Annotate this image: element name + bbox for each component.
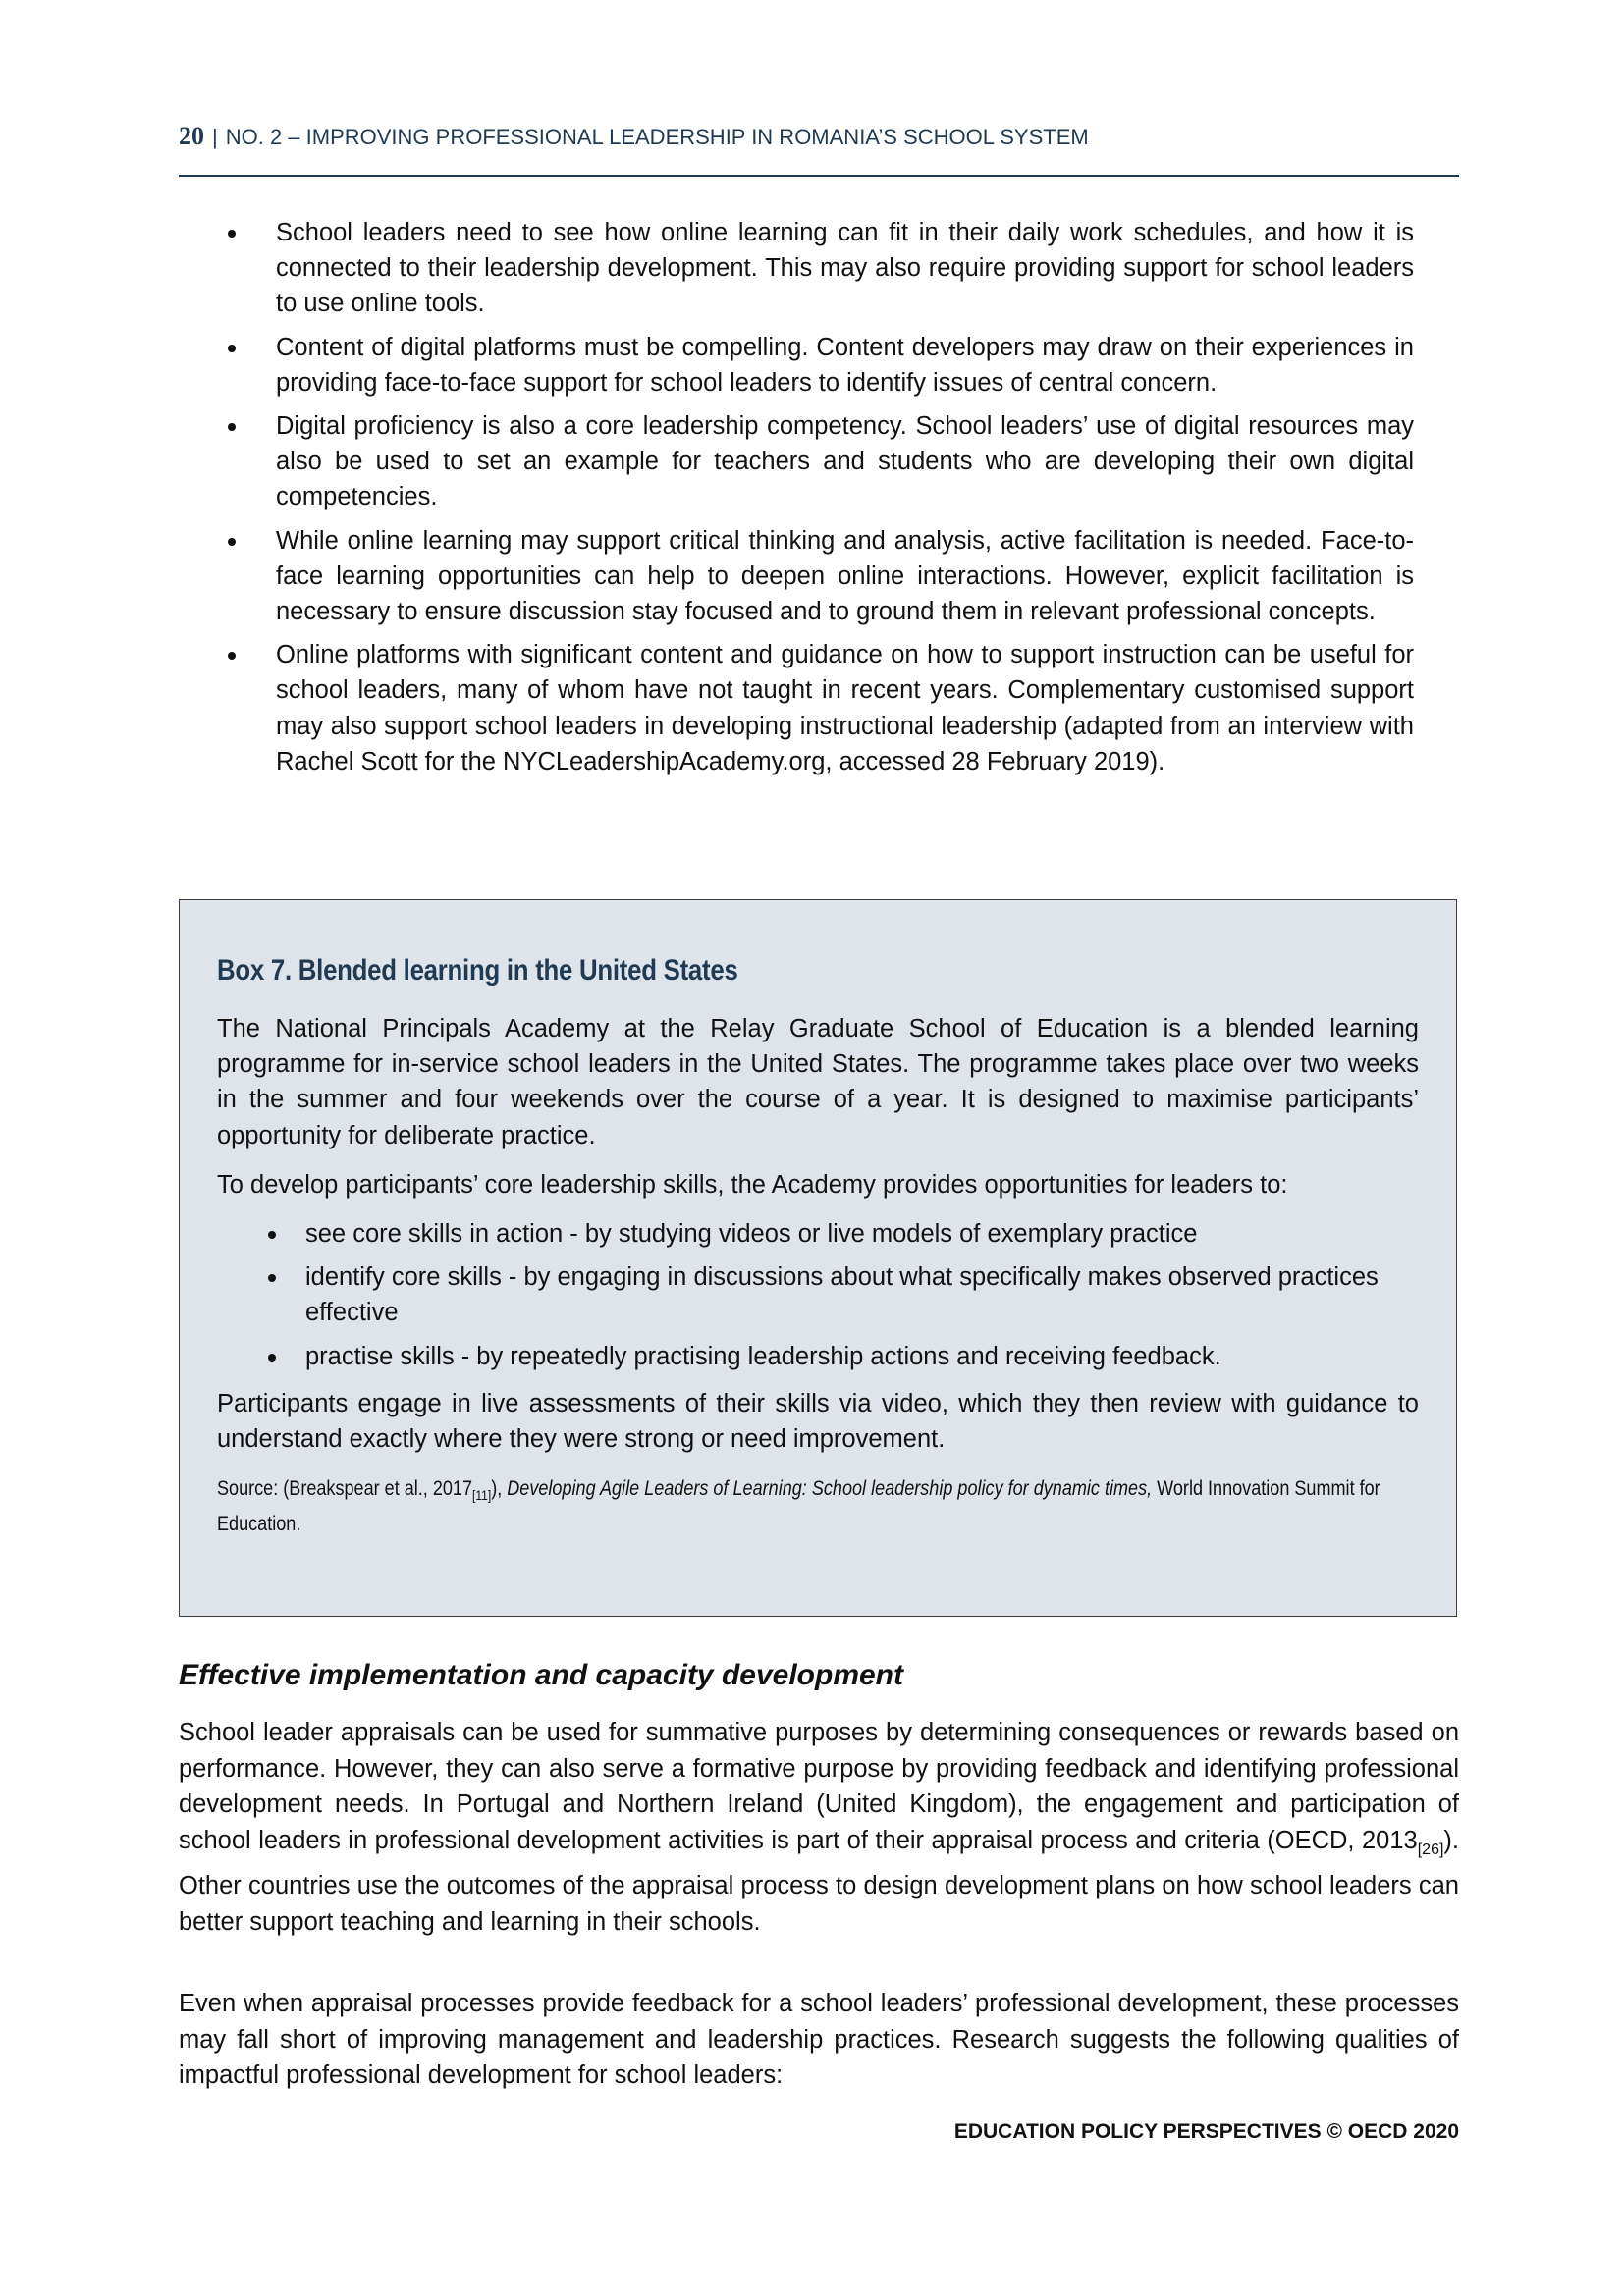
source-reference: [11] [472, 1487, 492, 1504]
box-paragraph: To develop participants’ core leadership skills, the Academy provides opportunities for leaders to: [217, 1170, 1288, 1199]
box-paragraph: Participants engage in live assessments of their skills via video, which they then review with guidance to understand exactly where they were strong or need improvement. [217, 1389, 1419, 1454]
box-title: Box 7. Blended learning in the United States [217, 954, 738, 987]
box-source-note [217, 1474, 1416, 1539]
bullet-item: Digital proficiency is also a core leadership competency. School leaders’ use of digital resources may also be used to set an example for teachers and students who are developing their own digital competencies. [224, 408, 1414, 515]
paragraph-text: School leader appraisals can be used for summative purposes by determining consequences or rewards based on performance. However, they can also serve a formative purpose by providing feedback and identifying professional development needs. In Portugal and Northern Ireland (United Kingdom), the engagement and participation of school leaders in professional development activities is part of their appraisal process and criteria (OECD, 2013 [179, 1719, 1459, 1854]
source-mid: ), [491, 1477, 508, 1501]
running-header [179, 122, 1459, 177]
header-separator: | [212, 125, 218, 149]
box-7-panel [179, 899, 1457, 1617]
page-number: 20 [179, 122, 204, 150]
source-suffix: World Innovation Summit for Education. [217, 1477, 1380, 1536]
header-title: NO. 2 – IMPROVING PROFESSIONAL LEADERSHIP IN ROMANIA’S SCHOOL SYSTEM [225, 125, 1089, 149]
bullet-item: Content of digital platforms must be compelling. Content developers may draw on their experiences in providing face-to-face support for school leaders to identify issues of central concern. [224, 330, 1414, 400]
box-bullet-list [217, 1216, 1419, 1374]
paragraph-text: ). Other countries use the outcomes of the appraisal process to design development plans on how school leaders can better support teaching and learning in their schools. [179, 1826, 1459, 1936]
bullet-list [224, 215, 1414, 787]
box-bullet-item: practise skills - by repeatedly practising leadership actions and receiving feedback. [268, 1339, 1419, 1374]
page-footer: EDUCATION POLICY PERSPECTIVES © OECD 2020 [953, 2120, 1459, 2143]
bullet-item: Online platforms with significant content and guidance on how to support instruction can be useful for school leaders, many of whom have not taught in recent years. Complementary customised support may also support school leaders in developing instructional leadership (adapted from an interview with Rachel Scott for the NYCLeadershipAcademy.org, accessed 28 February 2019). [224, 637, 1414, 779]
box-bullet-item: identify core skills - by engaging in discussions about what specifically makes observed practices effective [268, 1259, 1419, 1330]
body-paragraph: Even when appraisal processes provide feedback for a school leaders’ professional development, these processes may fall short of improving management and leadership practices. Research suggests the following qualities of impactful professional development for school leaders: [179, 1990, 1459, 2089]
source-prefix: Source: (Breakspear et al., 2017 [217, 1477, 473, 1501]
bullet-item: While online learning may support critical thinking and analysis, active facilitation is needed. Face-to-face learning opportunities can help to deepen online interactions. However, explicit facilitation is necessary to ensure discussion stay focused and to ground them in relevant professional concepts. [224, 523, 1414, 630]
box-bullet-item: see core skills in action - by studying videos or live models of exemplary practice [268, 1216, 1419, 1252]
box-paragraph: The National Principals Academy at the Relay Graduate School of Education is a blended learning programme for in-service school leaders in the United States. The programme takes place over two weeks in the summer and four weekends over the course of a year. It is designed to maximise participants’ opportunity for deliberate practice. [217, 1015, 1419, 1149]
source-title: Developing Agile Leaders of Learning: School leadership policy for dynamic times, [507, 1477, 1153, 1501]
citation-reference: [26] [1417, 1841, 1444, 1858]
bullet-item: School leaders need to see how online learning can fit in their daily work schedules, and how it is connected to their leadership development. This may also require providing support for school leaders to use online tools. [224, 215, 1414, 322]
body-paragraph [179, 1715, 1459, 1940]
section-heading: Effective implementation and capacity development [179, 1659, 903, 1691]
